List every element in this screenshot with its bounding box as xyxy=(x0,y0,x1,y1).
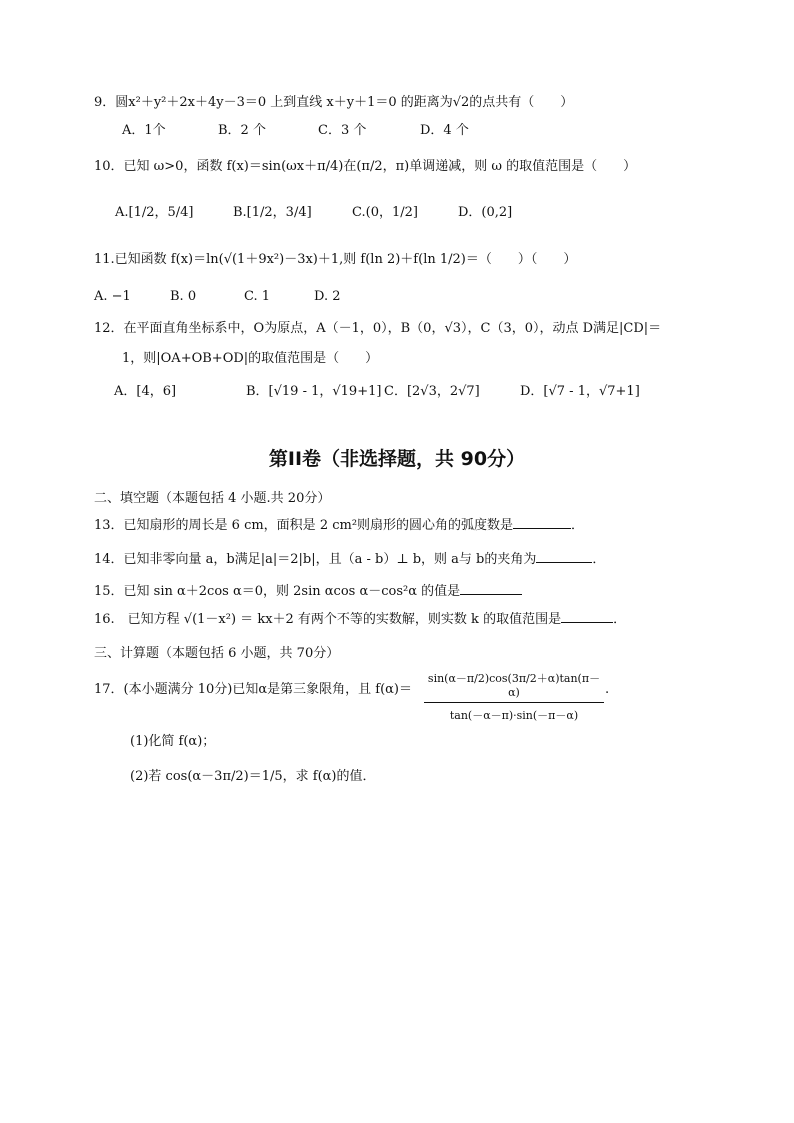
question-11-option-c: C. 1 xyxy=(244,289,271,304)
question-16: 16. 已知方程 √(1－x²) ＝ kx＋2 有两个不等的实数解，则实数 k 的取值范围是 ． xyxy=(94,612,627,627)
question-10-option-b: B.[1/2，3/4] xyxy=(233,205,312,220)
question-12-stem-line2: 1，则|OA+OB+OD|的取值范围是（ ） xyxy=(122,351,379,366)
question-10-stem-b: (ωx＋π/4)在(π/2，π)单调递减，则 ω 的取值范围是（ ） xyxy=(281,159,637,174)
question-13: 13．已知扇形的周长是 6 cm，面积是 2 cm²则扇形的圆心角的弧度数是 ． xyxy=(94,518,585,533)
answer-blank xyxy=(460,582,522,595)
question-11-option-a: A. −1 xyxy=(94,289,131,304)
question-10-option-d: D．(0,2] xyxy=(458,205,513,220)
question-12-option-c: C．[2√3，2√7] xyxy=(384,384,480,399)
question-14: 14．已知非零向量 a，b满足|a|＝2|b|，且（a - b）⊥ b，则 a与 b的夹角为 ． xyxy=(94,552,606,567)
question-9-option-a: A．1个 xyxy=(122,123,166,138)
question-17-fraction xyxy=(424,670,604,723)
question-17-numerator: sin(α－π/2)cos(3π/2＋α)tan(π－α) xyxy=(427,672,601,699)
question-15-text: 15．已知 sin α＋2cos α＝0，则 2sin αcos α－cos²α 的值是 xyxy=(94,584,461,599)
question-11-option-d: D. 2 xyxy=(314,289,341,304)
question-13-text: 13．已知扇形的周长是 6 cm，面积是 2 cm²则扇形的圆心角的弧度数是 xyxy=(94,518,514,533)
question-9-option-b: B．2 个 xyxy=(218,123,266,138)
question-14-text: 14．已知非零向量 a，b满足|a|＝2|b|，且（a - b）⊥ b，则 a与 b的夹角为 xyxy=(94,552,537,567)
question-10-stem-a: 10．已知 ω>0，函数 f(x)＝sin xyxy=(94,159,282,174)
question-10-option-c: C.(0，1/2] xyxy=(352,205,418,220)
part-2-header: 二、填空题（本题包括 4 小题.共 20分） xyxy=(94,491,331,506)
question-11-stem: 11.已知函数 f(x)＝ln(√(1＋9x²)－3x)＋1,则 f(ln 2)＋f(ln 1/2)＝（ ）（ ） xyxy=(94,252,577,267)
question-10-option-a: A.[1/2，5/4] xyxy=(115,205,194,220)
question-11-option-b: B. 0 xyxy=(170,289,197,304)
question-17-denominator: tan(－α－π)·sin(－π－α) xyxy=(424,702,604,723)
question-9-option-d: D．4 个 xyxy=(420,123,469,138)
question-12-option-d: D．[√7 - 1，√7+1] xyxy=(520,384,640,399)
question-17-sub1: (1)化简 f(α)； xyxy=(130,734,216,749)
question-12-stem-line1: 12．在平面直角坐标系中，O为原点，A（－1，0），B（0，√3），C（3，0），动点 D满足|CD|＝ xyxy=(94,321,662,336)
question-16-text: 16. 已知方程 √(1－x²) ＝ kx＋2 有两个不等的实数解，则实数 k 的取值范围是 xyxy=(94,612,562,627)
answer-blank xyxy=(561,610,613,623)
question-10-stem xyxy=(94,160,636,173)
question-9-stem: 9．圆x²＋y²＋2x＋4y－3＝0 上到直线 x＋y＋1＝0 的距离为√2的点共有（ ） xyxy=(94,95,574,110)
question-17-period: . xyxy=(605,682,610,697)
question-12-option-b: B．[√19 - 1，√19+1] xyxy=(246,384,382,399)
answer-blank xyxy=(513,516,571,529)
question-12-option-a: A．[4，6] xyxy=(114,384,177,399)
part-3-header: 三、计算题（本题包括 6 小题，共 70分） xyxy=(94,646,340,661)
section-title: 第II卷（非选择题，共 90分） xyxy=(268,448,526,470)
question-17-sub2: (2)若 cos(α－3π/2)＝1/5，求 f(α)的值． xyxy=(130,769,376,784)
question-15 xyxy=(94,582,522,598)
answer-blank xyxy=(536,550,592,563)
question-9-option-c: C．3 个 xyxy=(318,123,367,138)
question-17-stem: 17．(本小题满分 10分)已知α是第三象限角，且 f(α)＝ xyxy=(94,682,413,697)
